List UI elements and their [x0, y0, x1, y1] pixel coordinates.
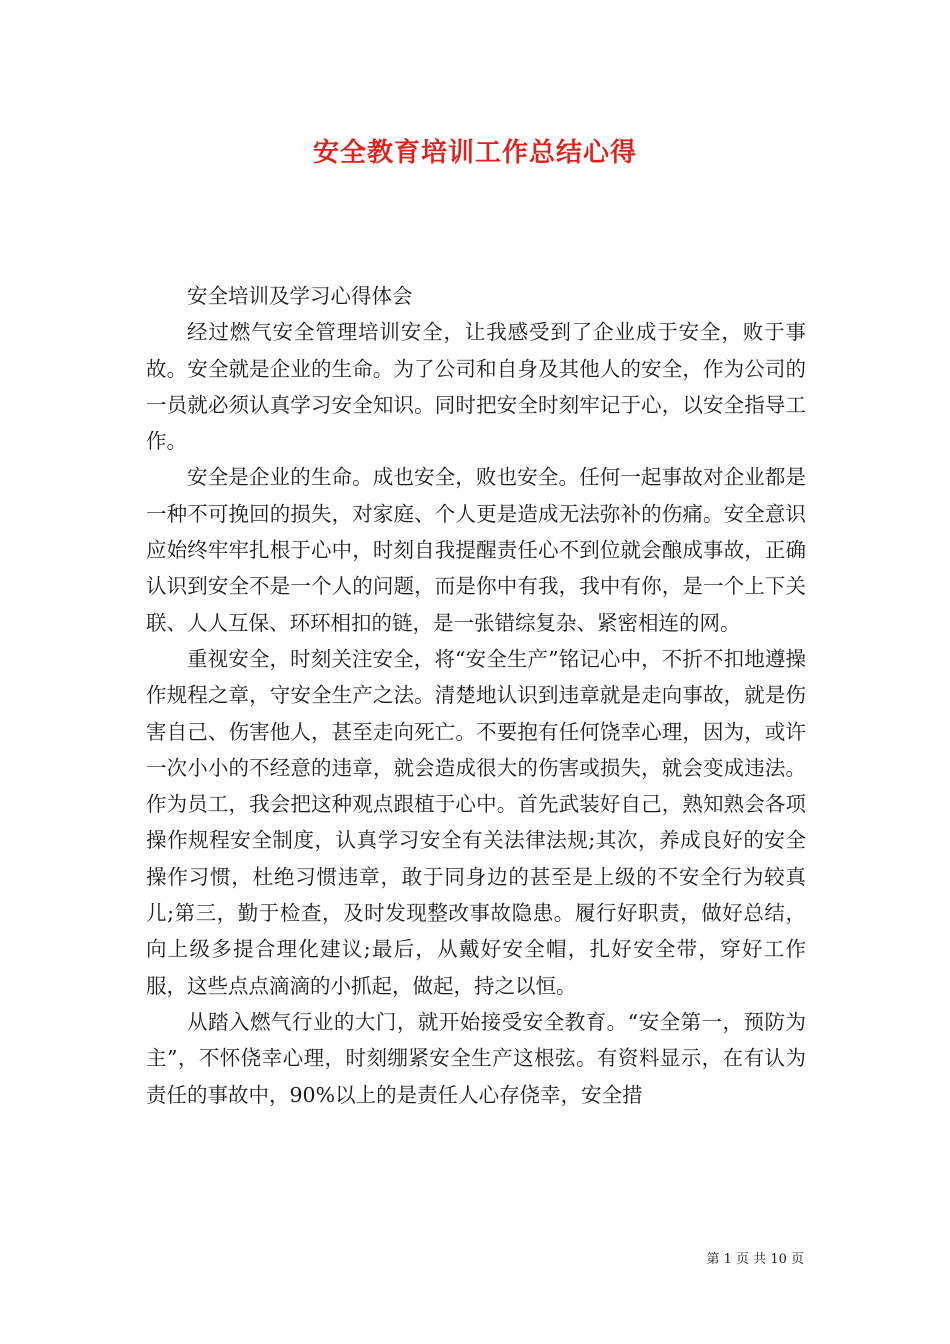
document-body [146, 278, 806, 1113]
paragraph-subtitle: 安全培训及学习心得体会 [187, 284, 413, 308]
paragraph: 安全是企业的生命。成也安全，败也安全。任何一起事故对企业都是一种不可挽回的损失，对家庭、个人更是造成无法弥补的伤痛。安全意识应始终牢牢扎根于心中，时刻自我提醒责任心不到位就会酿成事故，正确认识到安全不是一个人的问题，而是你中有我，我中有你，是一个上下关联、人人互保、环环相扣的链，是一张错综复杂、紧密相连的网。 [146, 465, 806, 635]
paragraph: 从踏入燃气行业的大门，就开始接受安全教育。“安全第一，预防为主”，不怀侥幸心理，时刻绷紧安全生产这根弦。有资料显示，在有认为责任的事故中，90%以上的是责任人心存侥幸，安全措 [146, 1009, 806, 1107]
document-title: 安全教育培训工作总结心得 [312, 138, 637, 168]
paragraph: 经过燃气安全管理培训安全，让我感受到了企业成于安全，败于事故。安全就是企业的生命。为了公司和自身及其他人的安全，作为公司的一员就必须认真学习安全知识。同时把安全时刻牢记于心，以安全指导工作。 [146, 320, 806, 454]
paragraph: 重视安全，时刻关注安全，将“安全生产”铭记心中，不折不扣地遵操作规程之章，守安全生产之法。清楚地认识到违章就是走向事故，就是伤害自己、伤害他人，甚至走向死亡。不要抱有任何饶幸心理，因为，或许一次小小的不经意的违章，就会造成很大的伤害或损失，就会变成违法。作为员工，我会把这种观点跟植于心中。首先武装好自己，熟知熟会各项操作规程安全制度，认真学习安全有关法律法规;其次，养成良好的安全操作习惯，杜绝习惯违章，敢于同身边的甚至是上级的不安全行为较真儿;第三，勤于检查，及时发现整改事故隐患。履行好职责，做好总结，向上级多提合理化建议;最后，从戴好安全帽，扎好安全带，穿好工作服，这些点点滴滴的小抓起，做起，持之以恒。 [146, 646, 806, 998]
page-number: 第 1 页 共 10 页 [706, 1252, 804, 1267]
